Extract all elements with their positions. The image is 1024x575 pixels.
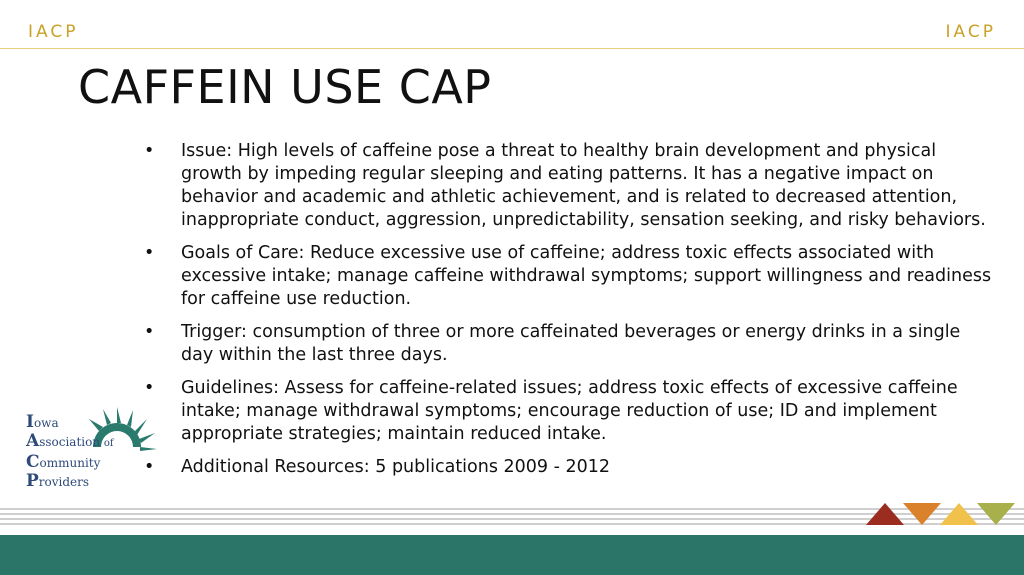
bullet-dot: • bbox=[144, 378, 155, 398]
bullet-text: Guidelines: Assess for caffeine-related issues; address toxic effects of excessive caffeine intake; manage withdrawal symptoms; encourage reduction of use; ID and implement appropriate strategies; maintain reduced intake. bbox=[181, 378, 958, 444]
bullet-dot: • bbox=[144, 457, 155, 477]
decorative-triangles bbox=[866, 503, 1016, 527]
bullet-goals bbox=[142, 242, 992, 311]
bullet-issue bbox=[142, 140, 992, 232]
bullet-guidelines bbox=[142, 377, 992, 446]
bullet-text: Goals of Care: Reduce excessive use of caffeine; address toxic effects associated with excessive intake; manage caffeine withdrawal symptoms; support willingness and readiness for caffeine use reduction. bbox=[181, 243, 992, 309]
bullet-dot: • bbox=[144, 243, 155, 263]
bullet-text: Trigger: consumption of three or more caffeinated beverages or energy drinks in a single day within the last three days. bbox=[181, 322, 961, 365]
slide-title: CAFFEIN USE CAP bbox=[78, 60, 492, 114]
iacp-logo bbox=[22, 405, 157, 500]
brand-logo-left: IACP bbox=[28, 22, 79, 42]
bullet-text: Additional Resources: 5 publications 2009 - 2012 bbox=[181, 457, 611, 477]
footer-bar bbox=[0, 535, 1024, 575]
logo-wordmark: Iowa Association of Community Providers bbox=[26, 412, 114, 491]
brand-logo-right: IACP bbox=[945, 22, 996, 42]
bullet-text: Issue: High levels of caffeine pose a threat to healthy brain development and physical growth by impeding regular sleeping and eating patterns. It has a negative impact on behavior and academic and athletic achievement, and is related to decreased attention, inappropriate conduct, aggression, unpredictability, sensation seeking, and risky behaviors. bbox=[181, 141, 986, 230]
bullet-trigger bbox=[142, 321, 992, 367]
bullet-dot: • bbox=[144, 141, 155, 161]
bullet-dot: • bbox=[144, 322, 155, 342]
bullet-resources bbox=[142, 456, 992, 479]
bullet-list bbox=[142, 140, 992, 489]
header-divider bbox=[0, 48, 1024, 49]
